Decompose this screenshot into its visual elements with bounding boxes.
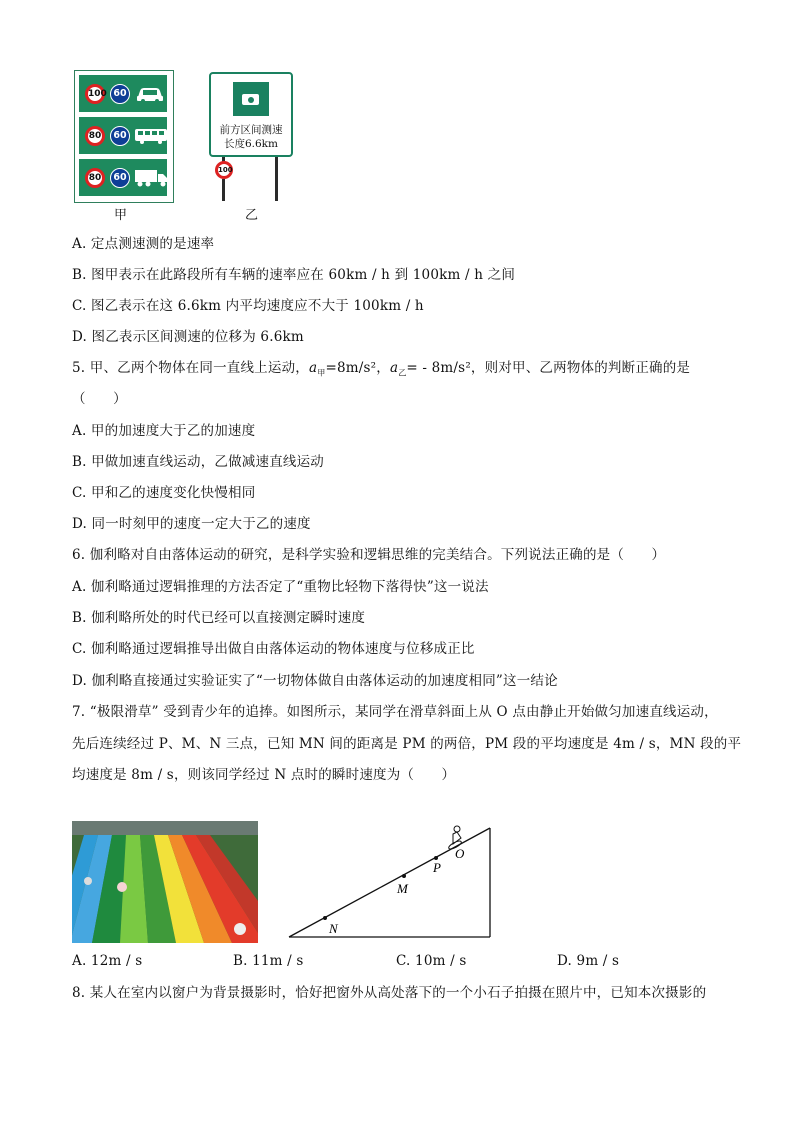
min-speed-badge: 60 <box>110 84 130 104</box>
figure-caption-yi: 乙 <box>245 208 259 223</box>
min-speed-badge: 60 <box>110 168 130 188</box>
sign-row-truck <box>78 158 168 197</box>
q5-stem: 5. 甲、乙两个物体在同一直线上运动，$a_甲=8m/s^2$，$a_乙= - 8m/s^2$，则对甲、乙两物体的判断正确的是 <box>72 360 691 378</box>
q5-option-b: B. 甲做加速直线运动，乙做减速直线运动 <box>72 454 325 470</box>
truck-icon <box>134 168 168 188</box>
label-p: P <box>433 860 441 875</box>
interval-speed-sign-yi <box>209 72 293 157</box>
camera-panel <box>233 82 269 116</box>
point-m <box>402 874 406 878</box>
q6-stem: 6. 伽利略对自由落体运动的研究，是科学实验和逻辑思维的完美结合。下列说法正确的是（ ） <box>72 547 666 563</box>
q7-option-d: D. 9m / s <box>557 953 620 969</box>
q4-option-b: B. 图甲表示在此路段所有车辆的速率应在 60km / h 到 100km / h 之间 <box>72 267 516 283</box>
speed-limit-small-sign: 100 <box>215 161 233 179</box>
q7-option-c: C. 10m / s <box>396 953 467 969</box>
q6-option-b: B. 伽利略所处的时代已经可以直接测定瞬时速度 <box>72 610 366 626</box>
q5-option-d: D. 同一时刻甲的速度一定大于乙的速度 <box>72 516 311 532</box>
sign-pole-left <box>222 179 225 201</box>
q5-option-a: A. 甲的加速度大于乙的加速度 <box>72 423 256 439</box>
q7-stem-line3: 均速度是 8m / s，则该同学经过 N 点时的瞬时速度为（ ） <box>72 767 456 783</box>
label-o: O <box>455 846 465 861</box>
q7-option-b: B. 11m / s <box>233 953 304 969</box>
sign-text-line2: 长度6.6km <box>223 138 279 150</box>
label-m: M <box>397 881 408 896</box>
q7-stem-line1: 7. “极限滑草” 受到青少年的追捧。如图所示，某同学在滑草斜面上从 O 点由静止开始做匀加速直线运动， <box>72 704 718 720</box>
q4-option-a: A. 定点测速测的是速率 <box>72 236 215 252</box>
bus-icon <box>134 127 168 145</box>
sign-pole-right <box>275 157 278 201</box>
q7-option-a: A. 12m / s <box>72 953 143 969</box>
q8-stem-line1: 8. 某人在室内以窗户为背景摄影时，恰好把窗外从高处落下的一个小石子拍摄在照片中，已知本次摄影的 <box>72 985 707 1001</box>
q4-option-d: D. 图乙表示区间测速的位移为 6.6km <box>72 329 304 345</box>
grass-slide-photo <box>72 821 258 943</box>
grass-slide-image <box>72 821 258 943</box>
max-speed-badge: 80 <box>85 126 105 146</box>
q6-option-a: A. 伽利略通过逻辑推理的方法否定了“重物比轻物下落得快”这一说法 <box>72 579 489 595</box>
incline-diagram <box>285 820 495 942</box>
max-speed-badge: 100 <box>85 84 105 104</box>
q5-stem-bracket: （ ） <box>72 391 127 407</box>
point-n <box>323 916 327 920</box>
q4-option-c: C. 图乙表示在这 6.6km 内平均速度应不大于 100km / h <box>72 298 424 314</box>
figure-caption-jia: 甲 <box>114 208 128 223</box>
label-n: N <box>329 921 338 936</box>
q5-option-c: C. 甲和乙的速度变化快慢相同 <box>72 485 256 501</box>
sign-text-line1: 前方区间测速 <box>219 124 283 136</box>
q6-option-d: D. 伽利略直接通过实验证实了“一切物体做自由落体运动的加速度相同”这一结论 <box>72 673 558 689</box>
max-speed-badge: 80 <box>85 168 105 188</box>
min-speed-badge: 60 <box>110 126 130 146</box>
sign-row-bus <box>78 116 168 155</box>
speed-limit-sign-jia <box>74 70 174 203</box>
q7-stem-line2: 先后连续经过 P、M、N 三点，已知 MN 间的距离是 PM 的两倍，PM 段的平均速度是 4m / s，MN 段的平 <box>72 736 742 752</box>
q6-option-c: C. 伽利略通过逻辑推导出做自由落体运动的物体速度与位移成正比 <box>72 641 475 657</box>
car-icon <box>135 84 165 104</box>
sign-row-car <box>78 74 168 113</box>
